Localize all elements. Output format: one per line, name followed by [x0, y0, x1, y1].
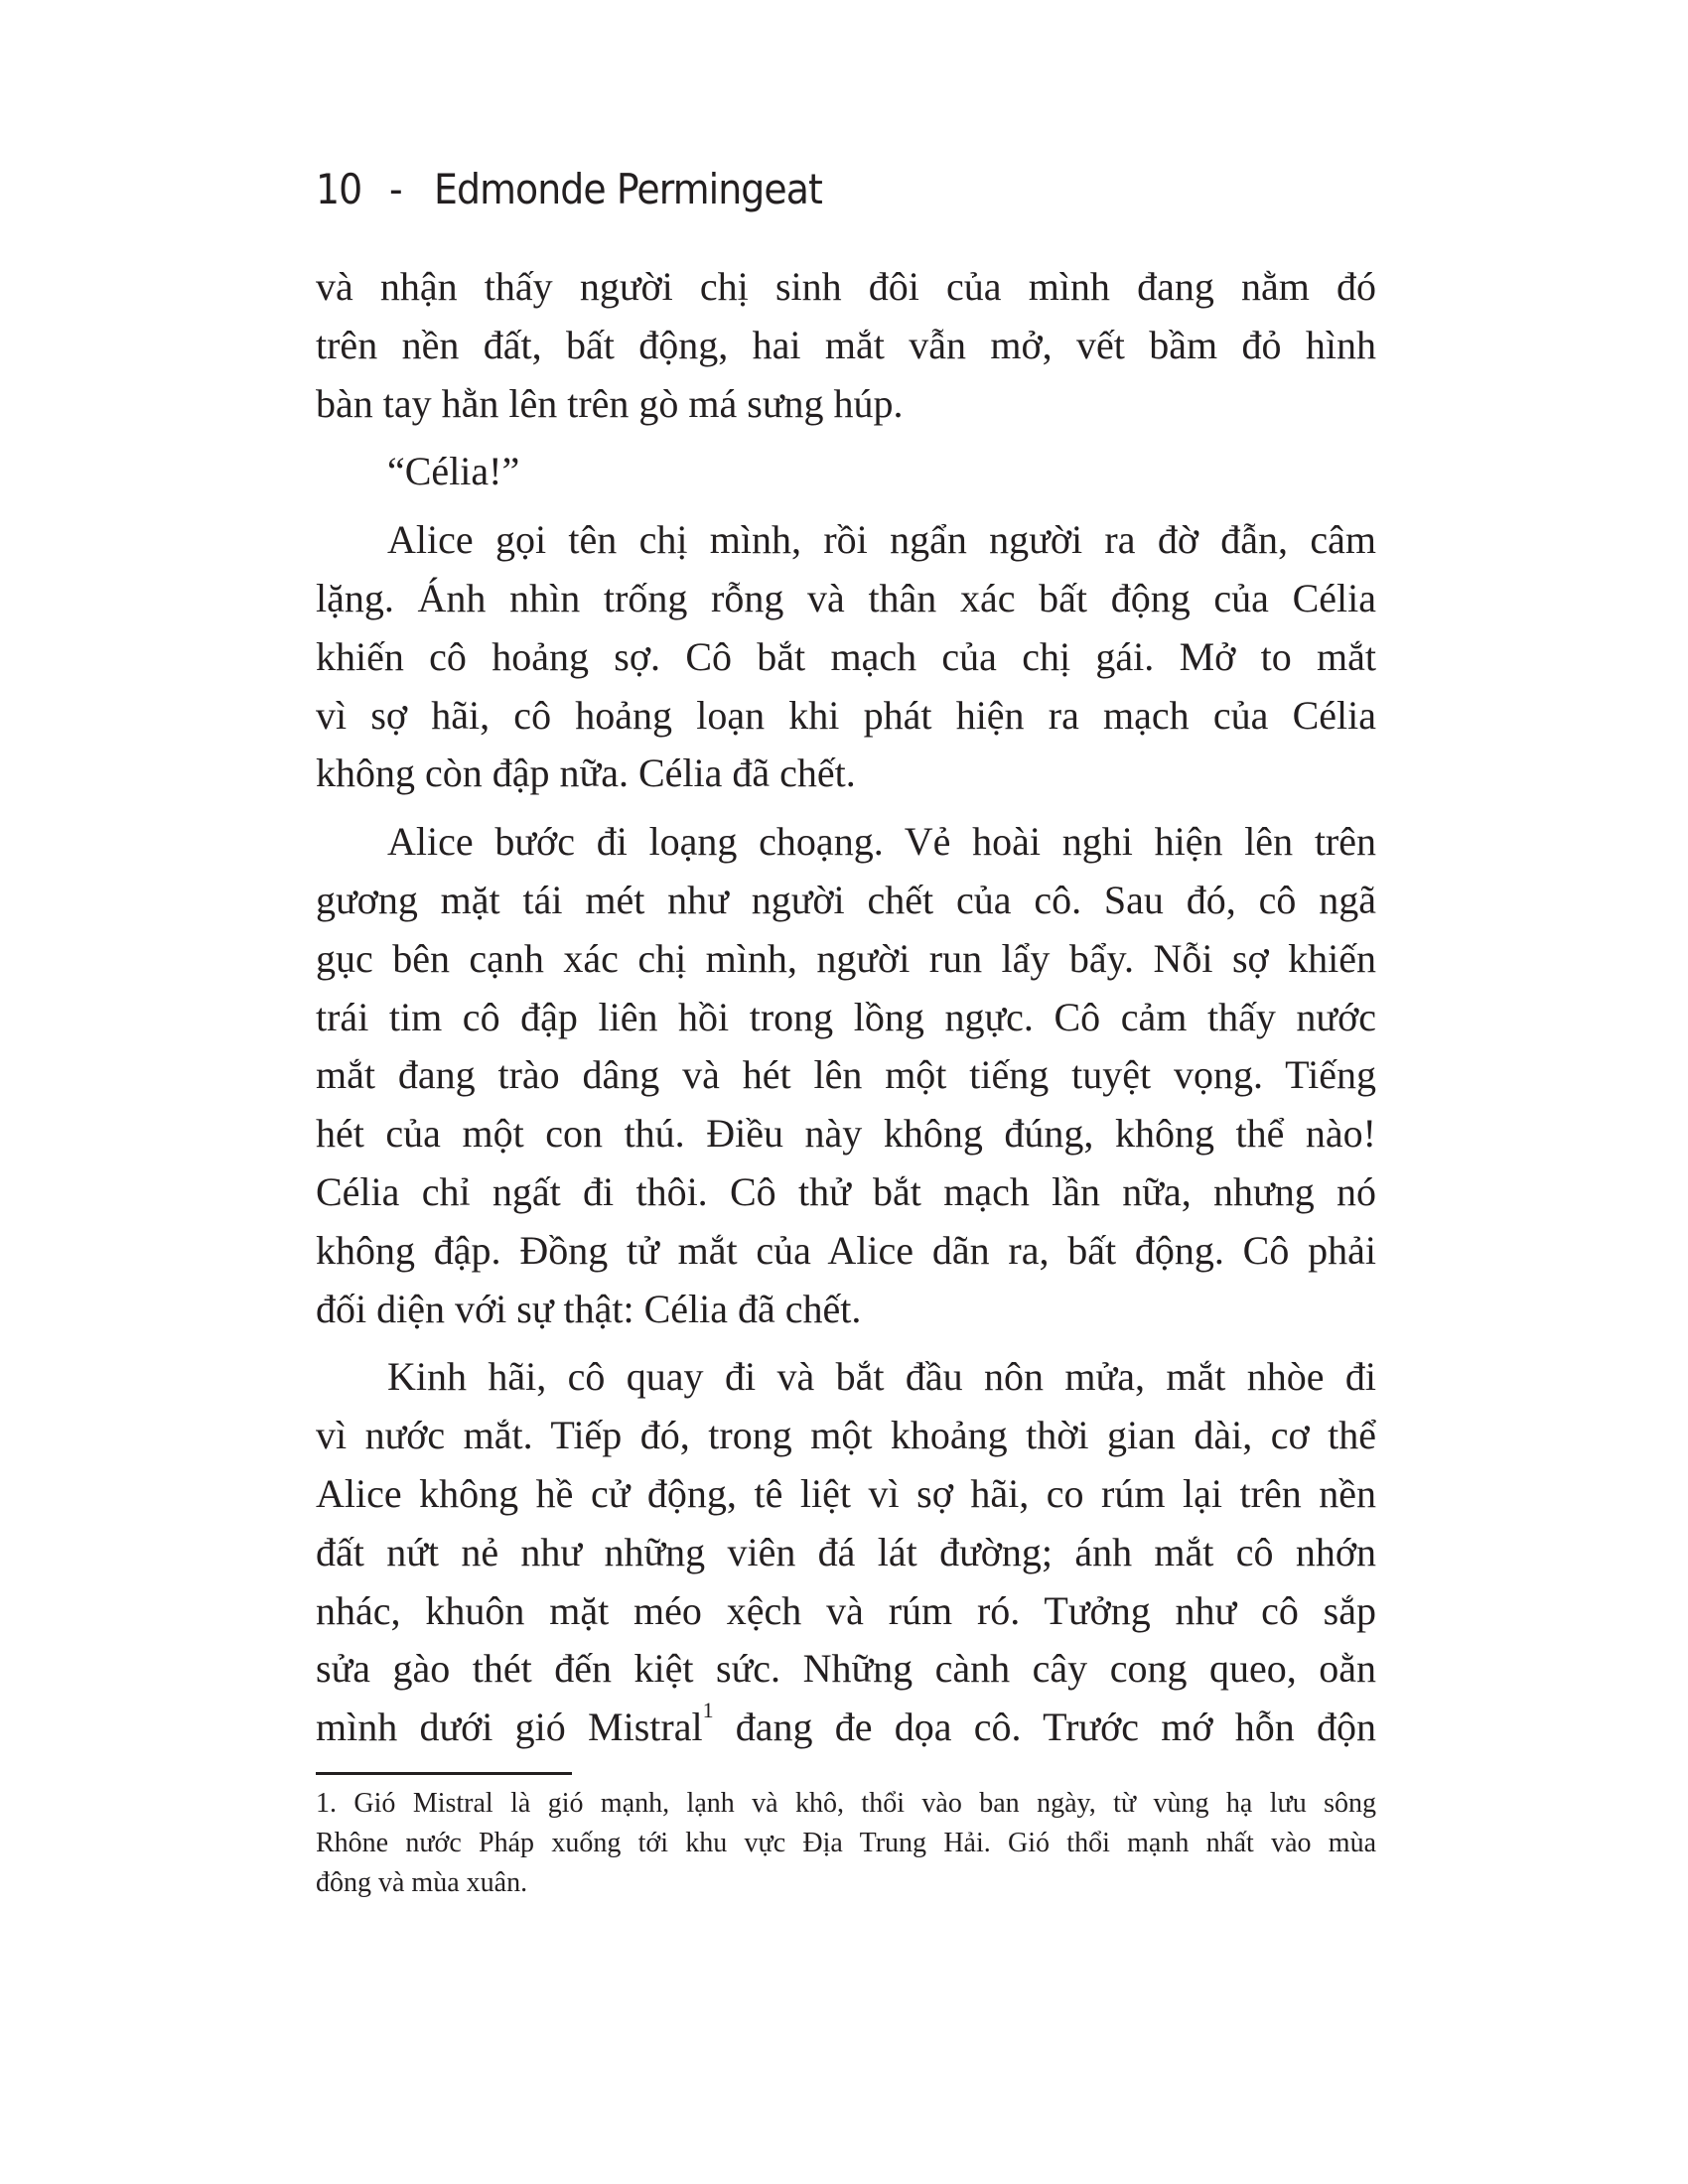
text-line: [316, 1698, 1376, 1757]
text-line: trên nền đất, bất động, hai mắt vẫn mở, vết bầm đỏ hình: [316, 323, 1376, 367]
footnote-rule: [316, 1772, 572, 1775]
page-number: 10: [316, 165, 362, 213]
text-line: Alice bước đi loạng choạng. Vẻ hoài nghi hiện lên trên: [387, 819, 1376, 864]
text-line: khiến cô hoảng sợ. Cô bắt mạch của chị gái. Mở to mắt: [316, 634, 1376, 679]
footnote-line: Rhône nước Pháp xuống tới khu vực Địa Trung Hải. Gió thổi mạnh nhất vào mùa: [316, 1828, 1376, 1858]
text-line: Kinh hãi, cô quay đi và bắt đầu nôn mửa, mắt nhòe đi: [387, 1354, 1376, 1399]
text-line: vì nước mắt. Tiếp đó, trong một khoảng thời gian dài, cơ thể: [316, 1413, 1376, 1457]
text-line: nhác, khuôn mặt méo xệch và rúm ró. Tưởng như cô sắp: [316, 1588, 1376, 1633]
text-line: đối diện với sự thật: Célia đã chết.: [316, 1287, 862, 1331]
footnote-reference: 1: [702, 1698, 714, 1722]
text-line: Alice gọi tên chị mình, rồi ngẩn người ra đờ đẫn, câm: [387, 517, 1376, 562]
text-line: gục bên cạnh xác chị mình, người run lẩy bẩy. Nỗi sợ khiến: [316, 936, 1376, 981]
text-line: Alice không hề cử động, tê liệt vì sợ hãi, co rúm lại trên nền: [316, 1471, 1376, 1516]
text-line: trái tim cô đập liên hồi trong lồng ngực. Cô cảm thấy nước: [316, 995, 1376, 1039]
text-line: vì sợ hãi, cô hoảng loạn khi phát hiện ra mạch của Célia: [316, 693, 1376, 738]
text-segment: mình dưới gió Mistral: [316, 1705, 703, 1749]
text-line: không đập. Đồng tử mắt của Alice dãn ra, bất động. Cô phải: [316, 1228, 1376, 1273]
text-line: bàn tay hằn lên trên gò má sưng húp.: [316, 381, 904, 426]
text-line: “Célia!”: [387, 449, 520, 493]
text-line: gương mặt tái mét như người chết của cô. Sau đó, cô ngã: [316, 878, 1376, 922]
text-line: mắt đang trào dâng và hét lên một tiếng tuyệt vọng. Tiếng: [316, 1052, 1376, 1097]
text-segment: đang đe dọa cô. Trước mớ hỗn độn: [713, 1705, 1376, 1749]
header-author: Edmonde Permingeat: [434, 165, 822, 213]
text-line: không còn đập nữa. Célia đã chết.: [316, 751, 856, 795]
footnote-line: đông và mùa xuân.: [316, 1867, 528, 1898]
text-line: sửa gào thét đến kiệt sức. Những cành cây cong queo, oằn: [316, 1646, 1376, 1691]
text-line: đất nứt nẻ như những viên đá lát đường; ánh mắt cô nhớn: [316, 1530, 1376, 1574]
text-line: Célia chỉ ngất đi thôi. Cô thử bắt mạch lần nữa, nhưng nó: [316, 1169, 1376, 1214]
text-line: lặng. Ánh nhìn trống rỗng và thân xác bất động của Célia: [316, 576, 1376, 620]
text-line: và nhận thấy người chị sinh đôi của mình đang nằm đó: [316, 264, 1376, 309]
footnote-line: 1. Gió Mistral là gió mạnh, lạnh và khô, thổi vào ban ngày, từ vùng hạ lưu sông: [316, 1788, 1376, 1819]
text-line: hét của một con thú. Điều này không đúng, không thể nào!: [316, 1111, 1376, 1156]
header-separator: -: [389, 165, 402, 213]
